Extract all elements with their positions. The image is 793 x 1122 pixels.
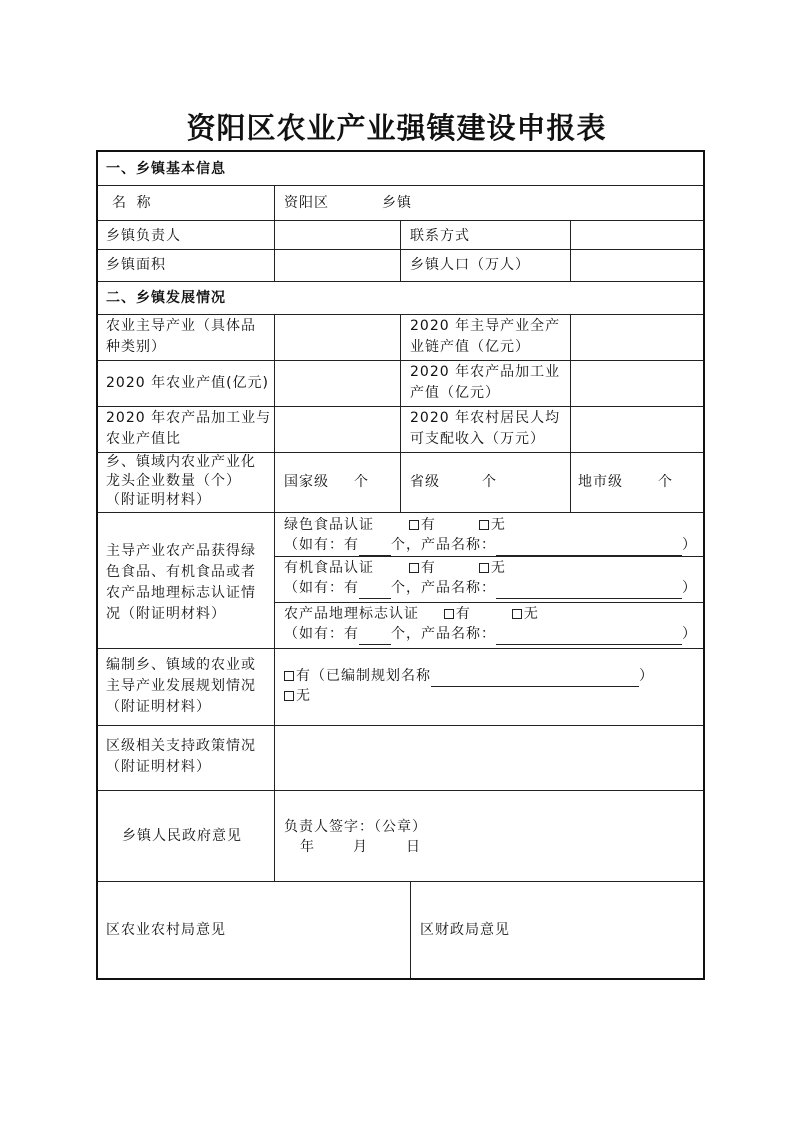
green-no-checkbox[interactable] (479, 520, 489, 530)
green-count-field[interactable] (359, 540, 391, 556)
year-label: 年 (300, 839, 315, 855)
name-value-suffix: 乡镇 (382, 195, 412, 211)
section-basic-info-heading: 一、乡镇基本信息 (106, 161, 226, 177)
green-yes-checkbox[interactable] (409, 520, 419, 530)
geo-indication-row: 农产品地理标志认证 有 无 (284, 606, 539, 622)
national-level-label: 国家级 (284, 474, 329, 490)
name-value-prefix: 资阳区 (284, 195, 329, 211)
income-label-line2: 可支配收入（万元） (410, 431, 545, 447)
cert-label-line4: 况（附证明材料） (106, 606, 226, 622)
green-food-row: 绿色食品认证 有 无 (284, 517, 506, 533)
plan-no-row: 无 (284, 686, 311, 707)
geo-no-checkbox[interactable] (512, 609, 522, 619)
town-gov-opinion-label: 乡镇人民政府意见 (122, 828, 242, 844)
organic-no-checkbox[interactable] (479, 563, 489, 573)
geo-yes-checkbox[interactable] (444, 609, 454, 619)
leading-enterprise-label-line3: （附证明材料） (106, 492, 211, 508)
plan-yes-checkbox[interactable] (284, 671, 294, 681)
leader-label: 乡镇负责人 (106, 228, 181, 244)
geo-indication-detail: （如有：有 个，产品名称： ） (284, 624, 697, 645)
green-food-detail: （如有：有 个，产品名称： ） (284, 535, 697, 556)
policy-label-line1: 区级相关支持政策情况 (106, 738, 256, 754)
area-label: 乡镇面积 (106, 257, 166, 273)
cert-label-line2: 色食品、有机食品或者 (106, 564, 256, 580)
cert-label-line1: 主导产业农产品获得绿 (106, 543, 256, 559)
main-industry-label-line2: 种类别） (106, 339, 166, 355)
section-development-heading: 二、乡镇发展情况 (106, 290, 226, 306)
contact-label: 联系方式 (410, 228, 470, 244)
processing-output-label-line1: 2020 年农产品加工业 (410, 364, 561, 380)
signature-seal-label: 负责人签字：（公章） (284, 819, 427, 835)
finance-bureau-opinion-label: 区财政局意见 (420, 922, 510, 938)
organic-food-label: 有机食品认证 (284, 560, 374, 576)
processing-output-label-line2: 产值（亿元） (410, 385, 500, 401)
plan-label-line1: 编制乡、镇域的农业或 (106, 657, 256, 673)
green-product-name-field[interactable] (496, 540, 682, 556)
organic-product-name-field[interactable] (496, 583, 682, 599)
ratio-label-line2: 农业产值比 (106, 431, 181, 447)
agri-output-label: 2020 年农业产值(亿元) (106, 375, 270, 391)
leading-enterprise-label-line2: 龙头企业数量（个） (106, 473, 241, 489)
green-food-label: 绿色食品认证 (284, 517, 374, 533)
cert-label-line3: 农产品地理标志认证情 (106, 585, 256, 601)
plan-label-line3: （附证明材料） (106, 699, 211, 715)
plan-name-field[interactable] (431, 671, 639, 687)
organic-food-row: 有机食品认证 有 无 (284, 560, 506, 576)
form-title: 资阳区农业产业强镇建设申报表 (186, 111, 607, 145)
day-label: 日 (406, 839, 421, 855)
provincial-unit: 个 (482, 474, 497, 490)
organic-yes-checkbox[interactable] (409, 563, 419, 573)
ratio-label-line1: 2020 年农产品加工业与 (106, 410, 272, 426)
name-label: 名 称 (112, 195, 154, 211)
policy-label-line2: （附证明材料） (106, 759, 211, 775)
leading-enterprise-label-line1: 乡、镇域内农业产业化 (106, 454, 256, 470)
main-industry-label-line1: 农业主导产业（具体品 (106, 318, 256, 334)
month-label: 月 (353, 839, 368, 855)
geo-count-field[interactable] (359, 629, 391, 645)
chain-output-label-line1: 2020 年主导产业全产 (410, 318, 561, 334)
plan-no-checkbox[interactable] (284, 691, 294, 701)
organic-count-field[interactable] (359, 583, 391, 599)
city-level-label: 地市级 (578, 474, 623, 490)
income-label-line1: 2020 年农村居民人均 (410, 410, 561, 426)
agri-bureau-opinion-label: 区农业农村局意见 (106, 922, 226, 938)
application-form-table (96, 150, 705, 980)
national-unit: 个 (354, 474, 369, 490)
population-label: 乡镇人口（万人） (410, 257, 530, 273)
date-line (300, 837, 421, 858)
plan-yes-row: 有（已编制规划名称 ） (284, 666, 654, 687)
geo-indication-label: 农产品地理标志认证 (284, 606, 419, 622)
geo-product-name-field[interactable] (496, 629, 682, 645)
city-unit: 个 (658, 474, 673, 490)
plan-label-line2: 主导产业发展规划情况 (106, 678, 256, 694)
organic-food-detail: （如有：有 个，产品名称： ） (284, 578, 697, 599)
provincial-level-label: 省级 (410, 474, 440, 490)
chain-output-label-line2: 业链产值（亿元） (410, 339, 530, 355)
